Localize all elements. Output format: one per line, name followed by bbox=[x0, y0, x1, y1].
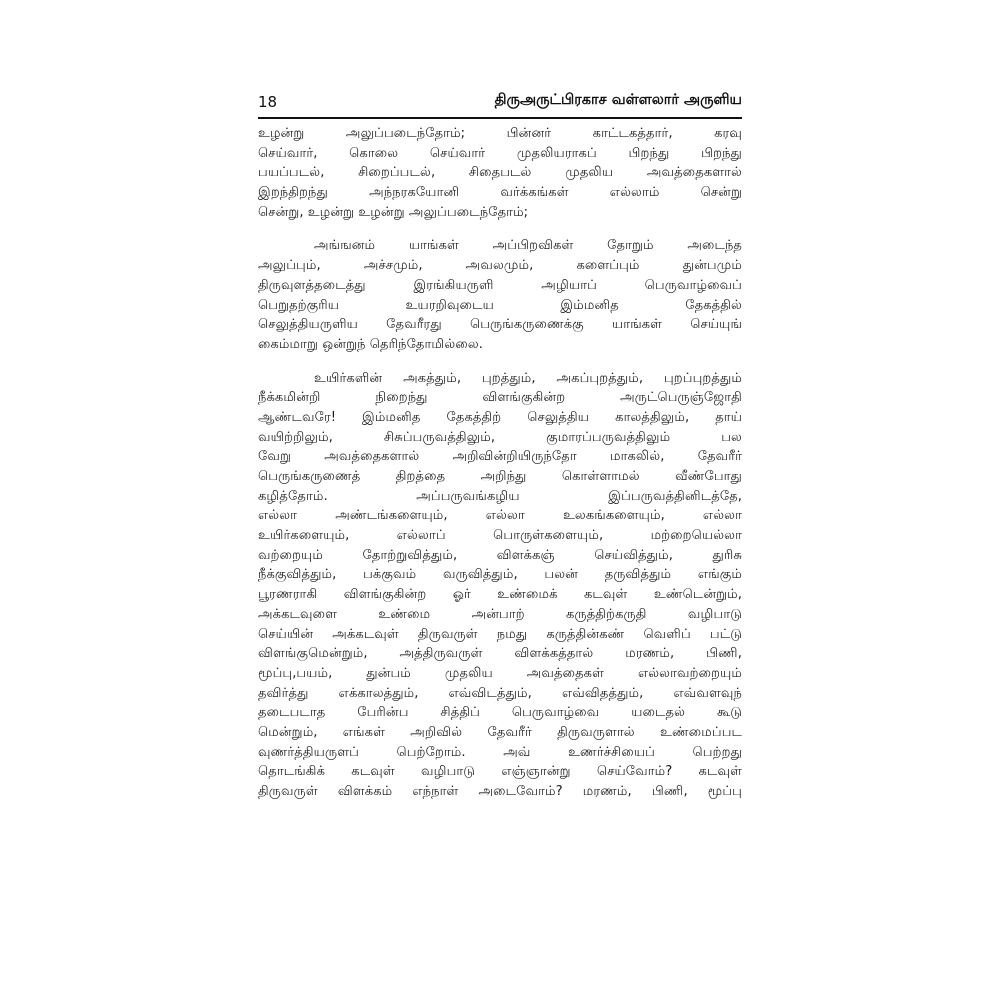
text-line: தவிர்த்து எக்காலத்தும், எவ்விடத்தும், எவ்விதத்தும், எவ்வளவுந் bbox=[258, 685, 742, 701]
page-number: 18 bbox=[258, 93, 278, 111]
body-text bbox=[258, 124, 742, 802]
text-line: செலுத்தியருளிய தேவரீரது பெருங்கருணைக்கு யாங்கள் செய்யுங் bbox=[258, 317, 742, 333]
text-line: திருவருள் விளக்கம் எந்நாள் அடைவோம்? மரணம், பிணி, மூப்பு bbox=[258, 784, 742, 799]
text-line: அக்கடவுளை உண்மை அன்பாற் கருத்திற்கருதி வழிபாடு bbox=[258, 606, 742, 622]
text-line: செய்வார், கொலை செய்வார் முதலியராகப் பிறந்து பிறந்து bbox=[258, 145, 742, 161]
text-line: உயிர்களின் அகத்தும், புறத்தும், அகப்புறத்தும், புறப்புறத்தும் bbox=[314, 370, 742, 386]
text-line: மென்றும், எங்கள் அறிவில் தேவரீர் திருவருளால் உண்மைப்பட bbox=[258, 724, 742, 740]
text-line: விளங்குமென்றும், அத்திருவருள் விளக்கத்தால் மரணம், பிணி, bbox=[258, 646, 742, 662]
running-title: திருஅருட்பிரகாச வள்ளலார் அருளிய bbox=[494, 92, 742, 108]
text-line: வேறு அவத்தைகளால் அறிவின்றியிருந்தோ மாகலில், தேவரீர் bbox=[258, 449, 742, 465]
text-line: கைம்மாறு ஒன்றுந் தெரிந்தோமில்லை. bbox=[258, 336, 483, 352]
text-line: பயப்படல், சிறைப்படல், சிதைபடல் முதலிய அவத்தைகளால் bbox=[258, 165, 742, 181]
text-line: பெருங்கருணைத் திறத்தை அறிந்து கொள்ளாமல் வீண்போது bbox=[258, 469, 742, 484]
text-line: எல்லா அண்டங்களையும், எல்லா உலகங்களையும், எல்லா bbox=[258, 508, 742, 524]
text-line: மூப்பு,பயம், துன்பம் முதலிய அவத்தைகள் எல்லாவற்றையும் bbox=[258, 665, 742, 681]
text-line: உழன்று அலுப்படைந்தோம்; பின்னர் காட்டகத்தார், கரவு bbox=[258, 126, 742, 141]
page-header bbox=[258, 86, 742, 120]
text-line: நீக்குவித்தும், பக்குவம் வருவித்தும், பலன் தருவித்தும் எங்கும் bbox=[258, 567, 742, 583]
text-line: ஆண்டவரே! இம்மனித தேகத்திற் செலுத்திய காலத்திலும், தாய் bbox=[258, 409, 742, 425]
text-line: அங்ஙனம் யாங்கள் அப்பிறவிகள் தோறும் அடைந்த bbox=[314, 238, 742, 254]
text-line: பூரணராகி விளங்குகின்ற ஓர் உண்மைக் கடவுள் உண்டென்றும், bbox=[258, 587, 742, 603]
text-line: அலுப்பும், அச்சமும், அவலமும், களைப்பும் துன்பமும் bbox=[258, 258, 742, 274]
text-line: வயிற்றிலும், சிசுப்பருவத்திலும், குமாரப்பருவத்திலும் பல bbox=[258, 429, 742, 445]
text-line: உயிர்களையும், எல்லாப் பொருள்களையும், மற்றையெல்லா bbox=[258, 528, 742, 544]
paragraph-3 bbox=[258, 369, 742, 802]
text-line: பெறுதற்குரிய உயரறிவுடைய இம்மனித தேகத்தில் bbox=[258, 297, 742, 313]
text-line: தொடங்கிக் கடவுள் வழிபாடு எஞ்ஞான்று செய்வோம்? கடவுள் bbox=[258, 764, 742, 780]
paragraph-1 bbox=[258, 124, 742, 222]
text-line: வுணர்த்தியருளப் பெற்றோம். அவ் உணர்ச்சியைப் பெற்றது bbox=[258, 744, 742, 760]
text-line: செய்யின் அக்கடவுள் திருவருள் நமது கருத்தின்கண் வெளிப் பட்டு bbox=[258, 626, 742, 642]
header-rule bbox=[258, 117, 742, 119]
text-line: சென்று, உழன்று உழன்று அலுப்படைந்தோம்; bbox=[258, 204, 529, 220]
text-line: நீக்கமின்றி நிறைந்து விளங்குகின்ற அருட்பெருஞ்ஜோதி bbox=[258, 390, 742, 406]
text-line: திருவுளத்தடைத்து இரங்கியருளி அழியாப் பெருவாழ்வைப் bbox=[258, 277, 742, 293]
text-line: தடைபடாத பேரின்ப சித்திப் பெருவாழ்வை யடைதல் கூடு bbox=[258, 705, 742, 721]
text-line: இறந்திறந்து அந்நரகயோனி வர்க்கங்கள் எல்லாம் சென்று bbox=[258, 185, 742, 201]
text-line: கழித்தோம். அப்பருவங்கழிய இப்பருவத்தினிடத்தே, bbox=[258, 488, 742, 504]
text-line: வற்றையும் தோற்றுவித்தும், விளக்கஞ் செய்வித்தும், துரிசு bbox=[258, 547, 742, 563]
paragraph-2 bbox=[258, 236, 742, 354]
